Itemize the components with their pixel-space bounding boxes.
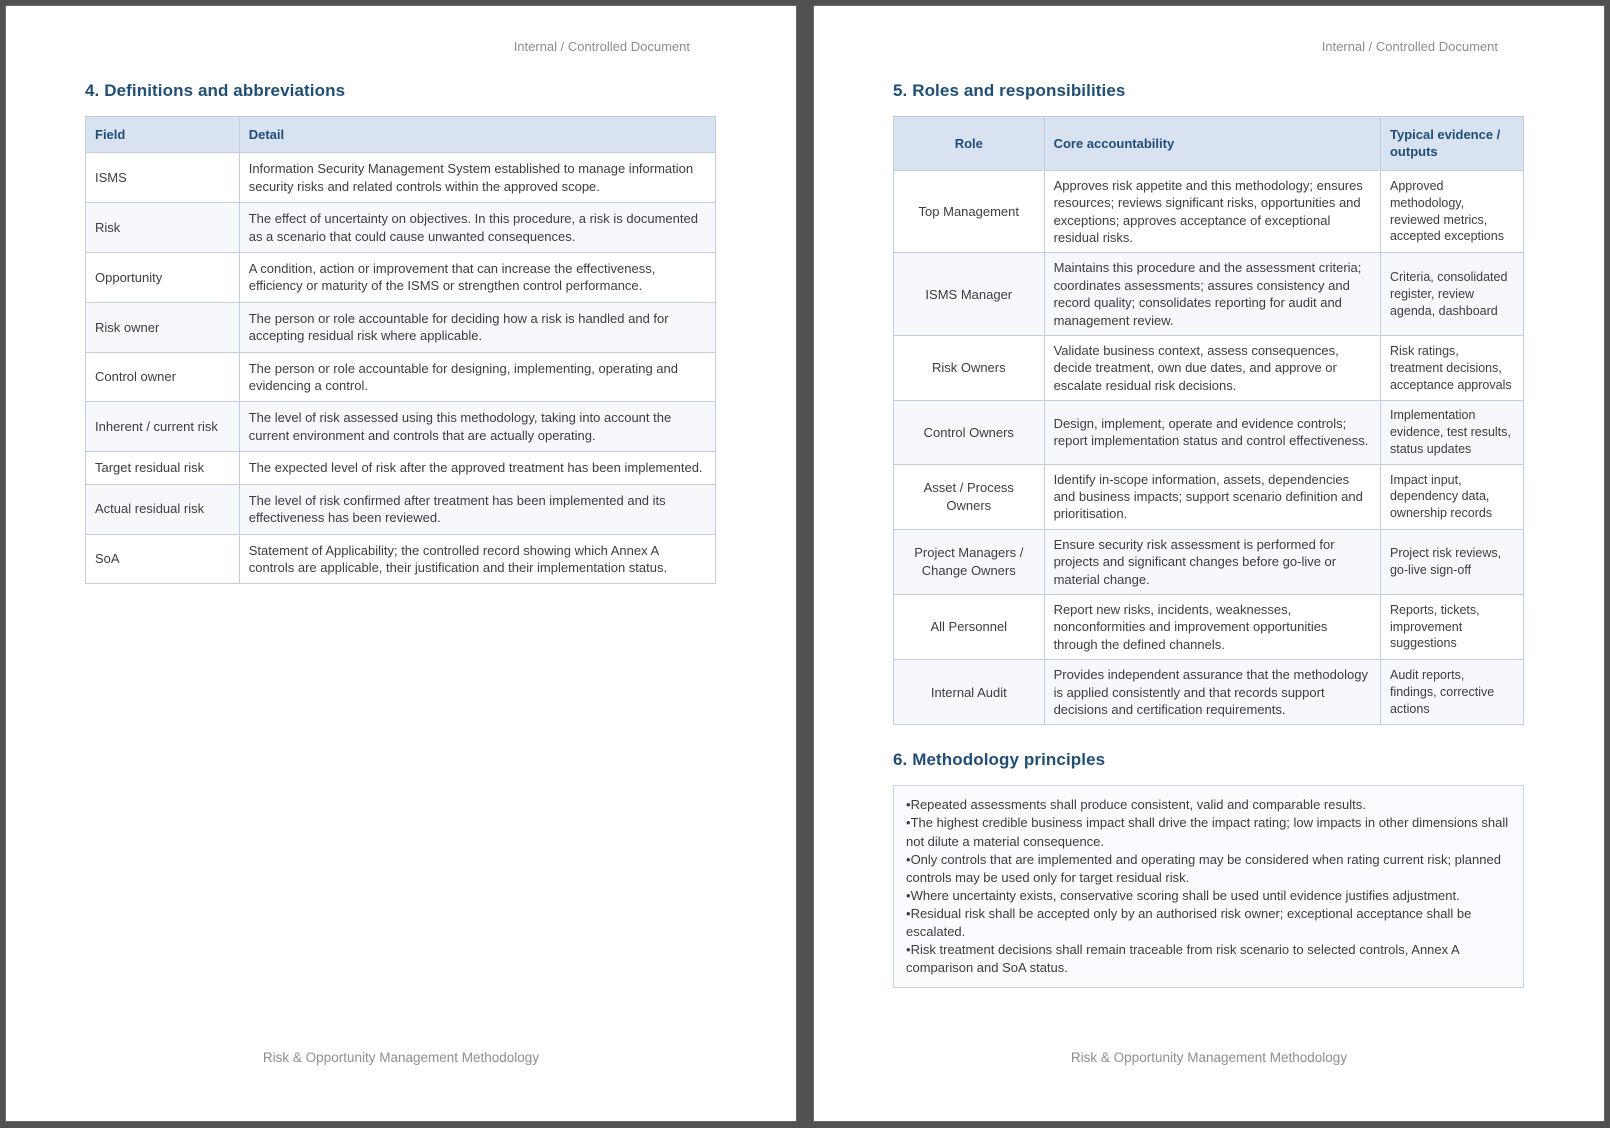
- table-row: [86, 452, 716, 484]
- column-header-field: Field: [86, 117, 240, 153]
- table-row: [86, 484, 716, 534]
- table-row: [86, 153, 716, 203]
- role-evidence: Impact input, dependency data, ownership records: [1380, 464, 1523, 529]
- page-header-classification: Internal / Controlled Document: [1321, 39, 1498, 54]
- role-evidence: Risk ratings, treatment decisions, acceptance approvals: [1380, 336, 1523, 401]
- role-name: ISMS Manager: [894, 253, 1045, 336]
- table-row: [894, 464, 1524, 529]
- role-evidence: Criteria, consolidated register, review agenda, dashboard: [1380, 253, 1523, 336]
- definition-term: Actual residual risk: [86, 484, 240, 534]
- page-right: [814, 6, 1604, 1121]
- page-footer-title: Risk & Opportunity Management Methodology: [262, 1050, 540, 1065]
- definition-detail: The level of risk assessed using this methodology, taking into account the current environment and controls that are actually operating.: [239, 402, 715, 452]
- column-header-accountability: Core accountability: [1044, 117, 1380, 171]
- principle-item: • Residual risk shall be accepted only by an authorised risk owner; exceptional acceptance shall be escalated.: [906, 905, 1511, 941]
- definition-detail: The person or role accountable for deciding how a risk is handled and for accepting residual risk where applicable.: [239, 302, 715, 352]
- section-5-title: 5. Roles and responsibilities: [893, 81, 1126, 100]
- table-row: [894, 170, 1524, 253]
- table-row: [894, 660, 1524, 725]
- definition-detail: The person or role accountable for designing, implementing, operating and evidencing a control.: [239, 352, 715, 402]
- definition-detail: A condition, action or improvement that can increase the effectiveness, efficiency or maturity of the ISMS or strengthen control performance.: [239, 253, 715, 303]
- role-accountability: Approves risk appetite and this methodology; ensures resources; reviews significant risks, opportunities and exceptions; approves acceptance of exceptional residual risks.: [1044, 170, 1380, 253]
- table-header-row: [86, 117, 716, 153]
- definition-term: Target residual risk: [86, 452, 240, 484]
- roles-table: [893, 116, 1524, 725]
- definitions-table: [85, 116, 716, 584]
- role-name: Asset / Process Owners: [894, 464, 1045, 529]
- table-row: [894, 401, 1524, 464]
- definition-term: SoA: [86, 534, 240, 584]
- definition-detail: The expected level of risk after the approved treatment has been implemented.: [239, 452, 715, 484]
- definition-term: Opportunity: [86, 253, 240, 303]
- principle-item: • Where uncertainty exists, conservative scoring shall be used until evidence justifies adjustment.: [906, 887, 1511, 905]
- role-accountability: Identify in-scope information, assets, dependencies and business impacts; support scenario definition and prioritisation.: [1044, 464, 1380, 529]
- principle-item: • Only controls that are implemented and operating may be considered when rating current risk; planned controls may be used only for target residual risk.: [906, 851, 1511, 887]
- table-row: [894, 529, 1524, 594]
- table-row: [894, 336, 1524, 401]
- role-name: All Personnel: [894, 594, 1045, 659]
- table-row: [86, 203, 716, 253]
- table-row: [86, 302, 716, 352]
- role-accountability: Validate business context, assess consequences, decide treatment, own due dates, and approve or escalate residual risk decisions.: [1044, 336, 1380, 401]
- principle-item: • Repeated assessments shall produce consistent, valid and comparable results.: [906, 796, 1511, 814]
- section-4-title: 4. Definitions and abbreviations: [85, 81, 346, 100]
- table-row: [894, 594, 1524, 659]
- table-header-row: [894, 117, 1524, 171]
- table-row: [86, 534, 716, 584]
- principle-item: • Risk treatment decisions shall remain traceable from risk scenario to selected controls, Annex A comparison and SoA status.: [906, 941, 1511, 977]
- section-6-title: 6. Methodology principles: [893, 750, 1106, 770]
- principle-item: • The highest credible business impact shall drive the impact rating; low impacts in other dimensions shall not dilute a material consequence.: [906, 814, 1511, 850]
- role-accountability: Design, implement, operate and evidence controls; report implementation status and control effectiveness.: [1044, 401, 1380, 464]
- definition-term: Inherent / current risk: [86, 402, 240, 452]
- table-row: [86, 402, 716, 452]
- role-evidence: Implementation evidence, test results, status updates: [1380, 401, 1523, 464]
- definition-term: Control owner: [86, 352, 240, 402]
- definition-term: ISMS: [86, 153, 240, 203]
- role-name: Project Managers / Change Owners: [894, 529, 1045, 594]
- column-header-detail: Detail: [239, 117, 715, 153]
- definition-detail: The level of risk confirmed after treatment has been implemented and its effectiveness has been reviewed.: [239, 484, 715, 534]
- role-name: Internal Audit: [894, 660, 1045, 725]
- column-header-role: Role: [894, 117, 1045, 171]
- role-name: Top Management: [894, 170, 1045, 253]
- role-name: Control Owners: [894, 401, 1045, 464]
- role-name: Risk Owners: [894, 336, 1045, 401]
- definition-detail: Statement of Applicability; the controlled record showing which Annex A controls are applicable, their justification and their implementation status.: [239, 534, 715, 584]
- definition-term: Risk: [86, 203, 240, 253]
- page-left: [6, 6, 796, 1121]
- table-row: [86, 253, 716, 303]
- role-accountability: Provides independent assurance that the methodology is applied consistently and that records support decisions and certification requirements.: [1044, 660, 1380, 725]
- role-evidence: Reports, tickets, improvement suggestions: [1380, 594, 1523, 659]
- definition-term: Risk owner: [86, 302, 240, 352]
- role-accountability: Report new risks, incidents, weaknesses, nonconformities and improvement opportunities through the defined channels.: [1044, 594, 1380, 659]
- methodology-principles-box: [893, 785, 1524, 988]
- page-header-classification: Internal / Controlled Document: [513, 39, 690, 54]
- role-accountability: Maintains this procedure and the assessment criteria; coordinates assessments; assures consistency and record quality; consolidates reporting for audit and management review.: [1044, 253, 1380, 336]
- role-evidence: Audit reports, findings, corrective actions: [1380, 660, 1523, 725]
- definition-detail: The effect of uncertainty on objectives. In this procedure, a risk is documented as a scenario that could cause unwanted consequences.: [239, 203, 715, 253]
- column-header-evidence: Typical evidence / outputs: [1380, 117, 1523, 171]
- page-left-content: [6, 6, 796, 584]
- role-evidence: Project risk reviews, go-live sign-off: [1380, 529, 1523, 594]
- table-row: [86, 352, 716, 402]
- definition-detail: Information Security Management System established to manage information security risks and related controls within the approved scope.: [239, 153, 715, 203]
- table-row: [894, 253, 1524, 336]
- page-right-content: [814, 6, 1604, 988]
- page-footer-title: Risk & Opportunity Management Methodology: [1070, 1050, 1348, 1065]
- role-evidence: Approved methodology, reviewed metrics, accepted exceptions: [1380, 170, 1523, 253]
- role-accountability: Ensure security risk assessment is performed for projects and significant changes before go-live or material change.: [1044, 529, 1380, 594]
